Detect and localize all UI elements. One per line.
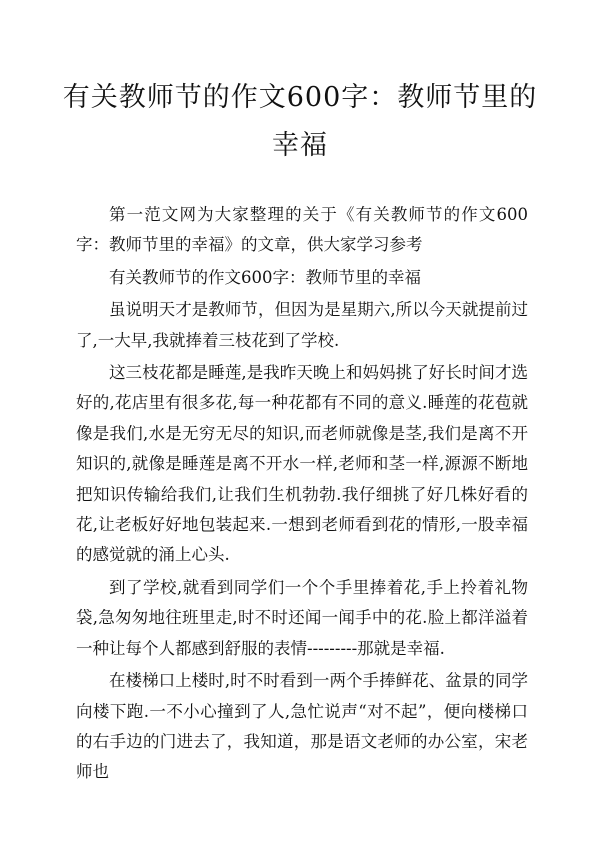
paragraph: 虽说明天才是教师节，但因为是星期六,所以今天就提前过了,一大早,我就捧着三枝花到了学校. <box>76 300 528 350</box>
document-title: 有关教师节的作文600字：教师节里的幸福 <box>62 82 538 161</box>
paragraph: 有关教师节的作文600字：教师节里的幸福 <box>109 267 421 287</box>
paragraph: 在楼梯口上楼时,时不时看到一两个手捧鲜花、盆景的同学向楼下跑.一不小心撞到了人,急忙说声“对不起”，便向楼梯口的右手边的门进去了，我知道，那是语文老师的办公室，宋老师也 <box>76 671 528 782</box>
document-body <box>76 200 528 790</box>
paragraph: 这三枝花都是睡莲,是我昨天晚上和妈妈挑了好长时间才选好的,花店里有很多花,每一种花都有不同的意义.睡莲的花苞就像是我们,水是无穷无尽的知识,而老师就像是茎,我们是离不开知识的,就像是睡莲是离不开水一样,老师和茎一样,源源不断地把知识传输给我们,让我们生机勃勃.我仔细挑了好几株好看的花,让老板好好地包装起来.一想到老师看到花的情形,一股幸福的感觉就的涌上心头. <box>76 363 528 565</box>
paragraph: 第一范文网为大家整理的关于《有关教师节的作文600字：教师节里的幸福》的文章，供大家学习参考 <box>76 205 528 255</box>
paragraph: 到了学校,就看到同学们一个个手里捧着花,手上拎着礼物袋,急匆匆地往班里走,时不时还闻一闻手中的花.脸上都洋溢着一种让每个人都感到舒服的表情---------那就是幸福. <box>76 577 528 658</box>
